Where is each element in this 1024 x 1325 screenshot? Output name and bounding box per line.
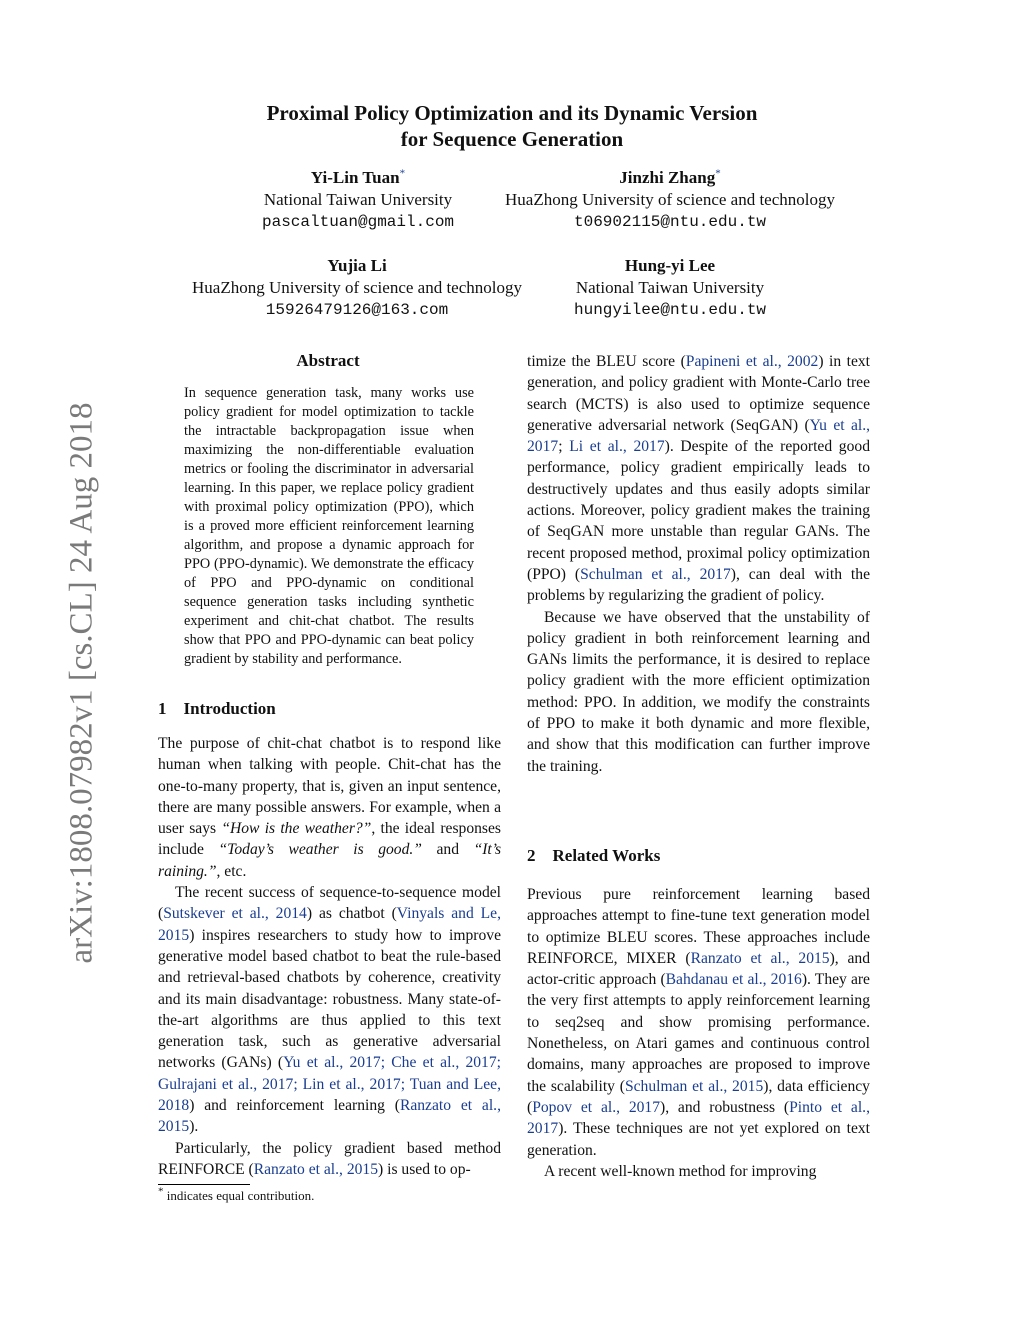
author-name: Jinzhi Zhang* <box>619 167 721 187</box>
section-heading-related-works: 2 Related Works <box>527 846 661 865</box>
author-name: Hung-yi Lee <box>624 256 716 275</box>
citation-link[interactable]: Yu et al., 2017; Che et al., 2017; Gulrajani et al., 2017; Lin et al., 2017; Tuan and Lee, 2018 <box>158 1054 501 1115</box>
citation-link[interactable]: Bahdanau et al., 2016 <box>665 971 802 989</box>
paragraph: Previous pure reinforcement learning based approaches attempt to fine-tune text generation model to optimize BLEU scores. These approaches include REINFORCE, MIXER (Ranzato et al., 2015), and actor-critic approach (Bahdanau et al., 2016). They are the very first attempts to apply reinforcement learning to seq2seq and show promising performance. Nonetheless, on Atari games and continuous control domains, many approaches are proposed to improve the scalability (Schulman et al., 2015), data efficiency (Popov et al., 2017), and robustness (Pinto et al., 2017). These techniques are not yet explored on text generation. <box>527 886 871 1159</box>
right-column-body-2 <box>527 884 870 1182</box>
author-name: Yujia Li <box>327 256 387 275</box>
author-email[interactable]: pascaltuan@gmail.com <box>261 213 455 231</box>
citation-link[interactable]: Ranzato et al., 2015 <box>690 949 830 967</box>
left-column-body <box>158 733 501 1180</box>
paragraph: The recent success of sequence-to-sequence model (Sutskever et al., 2014) as chatbot (Vinyals and Le, 2015) inspires researchers to study how to improve generative model based chatbot to beat the rule-based and retrieval-based chatbots by coherence, creativity and its main disadvantage: robustness. Many state-of-the-art algorithms are thus applied to this text generation task, such as generative adversarial networks (GANs) (Yu et al., 2017; Che et al., 2017; Gulrajani et al., 2017; Lin et al., 2017; Tuan and Lee, 2018) and reinforcement learning (Ranzato et al., 2015). <box>158 884 502 1136</box>
author-affiliation: HuaZhong University of science and technology <box>505 190 835 209</box>
author-block-4 <box>470 255 870 321</box>
author-email[interactable]: 15926479126@163.com <box>265 301 449 319</box>
abstract-body: In sequence generation task, many works use policy gradient for model optimization to tackle the intractable backpropagation issue when maximizing the non-differentiable evaluation metrics or fooling the discriminator in adversarial learning. In this paper, we replace policy gradient with proximal policy optimization (PPO), which is a proved more efficient reinforcement learning algorithm, and propose a dynamic approach for PPO (PPO-dynamic). We demonstrate the efficacy of PPO and PPO-dynamic on conditional sequence generation tasks including synthetic experiment and chit-chat chatbot. The results show that PPO and PPO-dynamic can beat policy gradient by stability and performance. <box>184 385 474 667</box>
author-affiliation: National Taiwan University <box>575 278 765 297</box>
title-line-2: for Sequence Generation <box>400 127 624 151</box>
citation-link[interactable]: Schulman et al., 2015 <box>624 1077 764 1095</box>
paragraph: The purpose of chit-chat chatbot is to respond like human when talking with people. Chit-chat has the one-to-many property, that is, given an input sentence, there are many possible answers. For example, when a user says “How is the weather?”, the ideal responses include “Today’s weather is good.” and “It’s raining.”, etc. <box>158 735 502 880</box>
citation-link[interactable]: Vinyals and Le, 2015 <box>158 905 502 944</box>
section-heading-introduction: 1 Introduction <box>158 699 276 718</box>
paragraph: timize the BLEU score (Papineni et al., 2002) in text generation, and policy gradient with Monte-Carlo tree search (MCTS) is also used to optimize sequence generative adversarial network (SeqGAN) (Yu et al., 2017; Li et al., 2017). Despite of the reported good performance, policy gradient empirically leads to destructively updates and thus easily adopts similar actions. Moreover, policy gradient makes the training of SeqGAN more unstable than regular GANs. The recent proposed method, proximal policy optimization (PPO) (Schulman et al., 2017), can deal with the problems by regularizing the gradient of policy. <box>527 353 870 605</box>
footnote-rule <box>158 1184 250 1185</box>
paragraph: A recent well-known method for improving <box>544 1162 817 1180</box>
author-block-2 <box>470 167 870 233</box>
citation-link[interactable]: Schulman et al., 2017 <box>580 565 731 583</box>
author-name: Yi-Lin Tuan* <box>310 167 406 187</box>
author-email[interactable]: hungyilee@ntu.edu.tw <box>573 301 767 319</box>
citation-link[interactable]: Ranzato et al., 2015 <box>158 1097 501 1136</box>
author-affiliation: National Taiwan University <box>263 190 453 209</box>
paper-title <box>0 100 1024 152</box>
citation-link[interactable]: Popov et al., 2017 <box>532 1098 661 1116</box>
right-column-body <box>527 351 870 777</box>
title-line-1: Proximal Policy Optimization and its Dynamic Version <box>266 101 758 125</box>
paragraph: Because we have observed that the unstability of policy gradient in both reinforcement learning and GANs limits the performance, it is desired to replace policy gradient with the more efficient optimization method: PPO. In addition, we modify the constraints of PPO to make it both dynamic and more flexible, and show that this modification can further improve the training. <box>527 608 870 775</box>
citation-link[interactable]: Papineni et al., 2002 <box>685 353 819 370</box>
citation-link[interactable]: Pinto et al., 2017 <box>527 1098 870 1138</box>
citation-link[interactable]: Yu et al., 2017 <box>527 416 870 456</box>
footnote: * indicates equal contribution. <box>158 1185 315 1203</box>
citation-link[interactable]: Li et al., 2017 <box>569 438 665 456</box>
arxiv-id[interactable]: arXiv:1808.07982v1 [cs.CL] 24 Aug 2018 <box>63 402 100 964</box>
author-email[interactable]: t06902115@ntu.edu.tw <box>573 213 767 231</box>
citation-link[interactable]: Ranzato et al., 2015 <box>253 1160 379 1178</box>
author-affiliation: HuaZhong University of science and technology <box>192 278 522 297</box>
citation-link[interactable]: Sutskever et al., 2014 <box>163 905 307 923</box>
abstract-heading: Abstract <box>296 351 360 370</box>
paragraph: Particularly, the policy gradient based method REINFORCE (Ranzato et al., 2015) is used to op- <box>158 1139 501 1178</box>
